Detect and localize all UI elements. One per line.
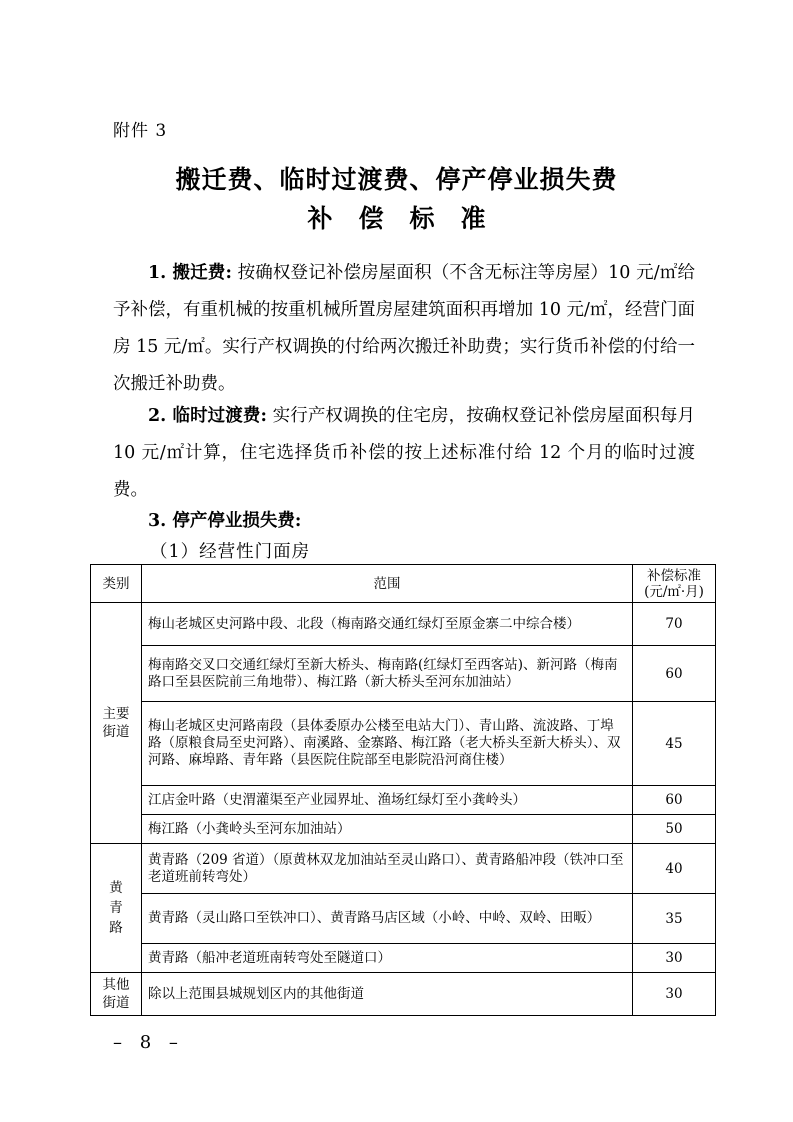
table-header-row [91,565,716,603]
range-cell: 江店金叶路（史渭灌渠至产业园界址、渔场红绿灯至小龚岭头） [142,786,633,815]
range-cell: 黄青路（船冲老道班南转弯处至隧道口） [142,944,633,973]
standard-cell: 60 [633,646,716,702]
standard-cell: 70 [633,603,716,646]
category-cell [91,603,142,844]
moving-fee-heading: 1. 搬迁费: [148,263,232,283]
range-cell: 梅南路交叉口交通红绿灯至新大桥头、梅南路(红绿灯至西客站)、新河路（梅南路口至县医院前三角地带）、梅江路（新大桥头至河东加油站） [142,646,633,702]
table-row [91,844,716,894]
moving-fee-paragraph [113,255,695,403]
category-label: 主要街道 [102,706,130,740]
standard-cell: 45 [633,702,716,786]
category-label: 黄青路 [109,880,123,936]
transition-fee-heading: 2. 临时过渡费: [148,406,267,426]
table-row [91,973,716,1016]
standard-cell: 35 [633,894,716,944]
range-cell: 黄青路（灵山路口至铁冲口）、黄青路马店区域（小岭、中岭、双岭、田畈） [142,894,633,944]
table-row [91,894,716,944]
range-cell: 梅山老城区史河路南段（县体委原办公楼至电站大门）、青山路、流波路、丁埠路（原粮食局至史河路）、南溪路、金寨路、梅江路（老大桥头至新大桥头）、双河路、麻埠路、青年路（县医院住院部至电影院沿河商住楼） [142,702,633,786]
table-row [91,944,716,973]
standard-cell: 30 [633,944,716,973]
loss-fee-heading: 3. 停产停业损失费: [148,511,302,531]
moving-fee-text: 按确权登记补偿房屋面积（不含无标注等房屋）10 元/㎡给予补偿，有重机械的按重机械所置房屋建筑面积再增加 10 元/㎡，经营门面房 15 元/㎡。实行产权调换的付给两次搬迁补助费；实行货币补偿的付给一次搬迁补助费。 [113,263,695,394]
range-cell: 除以上范围县城规划区内的其他街道 [142,973,633,1016]
range-cell: 黄青路（209 省道）（原黄林双龙加油站至灵山路口）、黄青路船冲段（铁冲口至老道班前转弯处） [142,844,633,894]
standard-cell: 40 [633,844,716,894]
table-row [91,702,716,786]
table-row [91,646,716,702]
compensation-table [90,564,716,1016]
header-range: 范围 [142,565,633,603]
table-row [91,815,716,844]
attachment-label: 附件 3 [113,121,168,141]
standard-cell: 60 [633,786,716,815]
range-cell: 梅江路（小龚岭头至河东加油站） [142,815,633,844]
document-title: 搬迁费、临时过渡费、停产停业损失费 [175,165,618,194]
storefront-subheading: （1）经营性门面房 [150,542,311,562]
category-cell [91,844,142,973]
table-row [91,603,716,646]
category-label: 其他街道 [102,977,130,1011]
standard-cell: 30 [633,973,716,1016]
header-standard: 补偿标准(元/㎡·月) [633,565,716,603]
document-subtitle: 补偿标准 [307,204,512,233]
range-cell: 梅山老城区史河路中段、北段（梅南路交通红绿灯至原金寨二中综合楼） [142,603,633,646]
page-number: – 8 – [113,1032,184,1053]
loss-fee-paragraph [113,503,695,540]
table-row [91,786,716,815]
category-cell [91,973,142,1016]
transition-fee-paragraph [113,398,695,509]
header-category: 类别 [91,565,142,603]
standard-cell: 50 [633,815,716,844]
transition-fee-text: 实行产权调换的住宅房，按确权登记补偿房屋面积每月 10 元/㎡计算，住宅选择货币补偿的按上述标准付给 12 个月的临时过渡费。 [113,406,696,500]
